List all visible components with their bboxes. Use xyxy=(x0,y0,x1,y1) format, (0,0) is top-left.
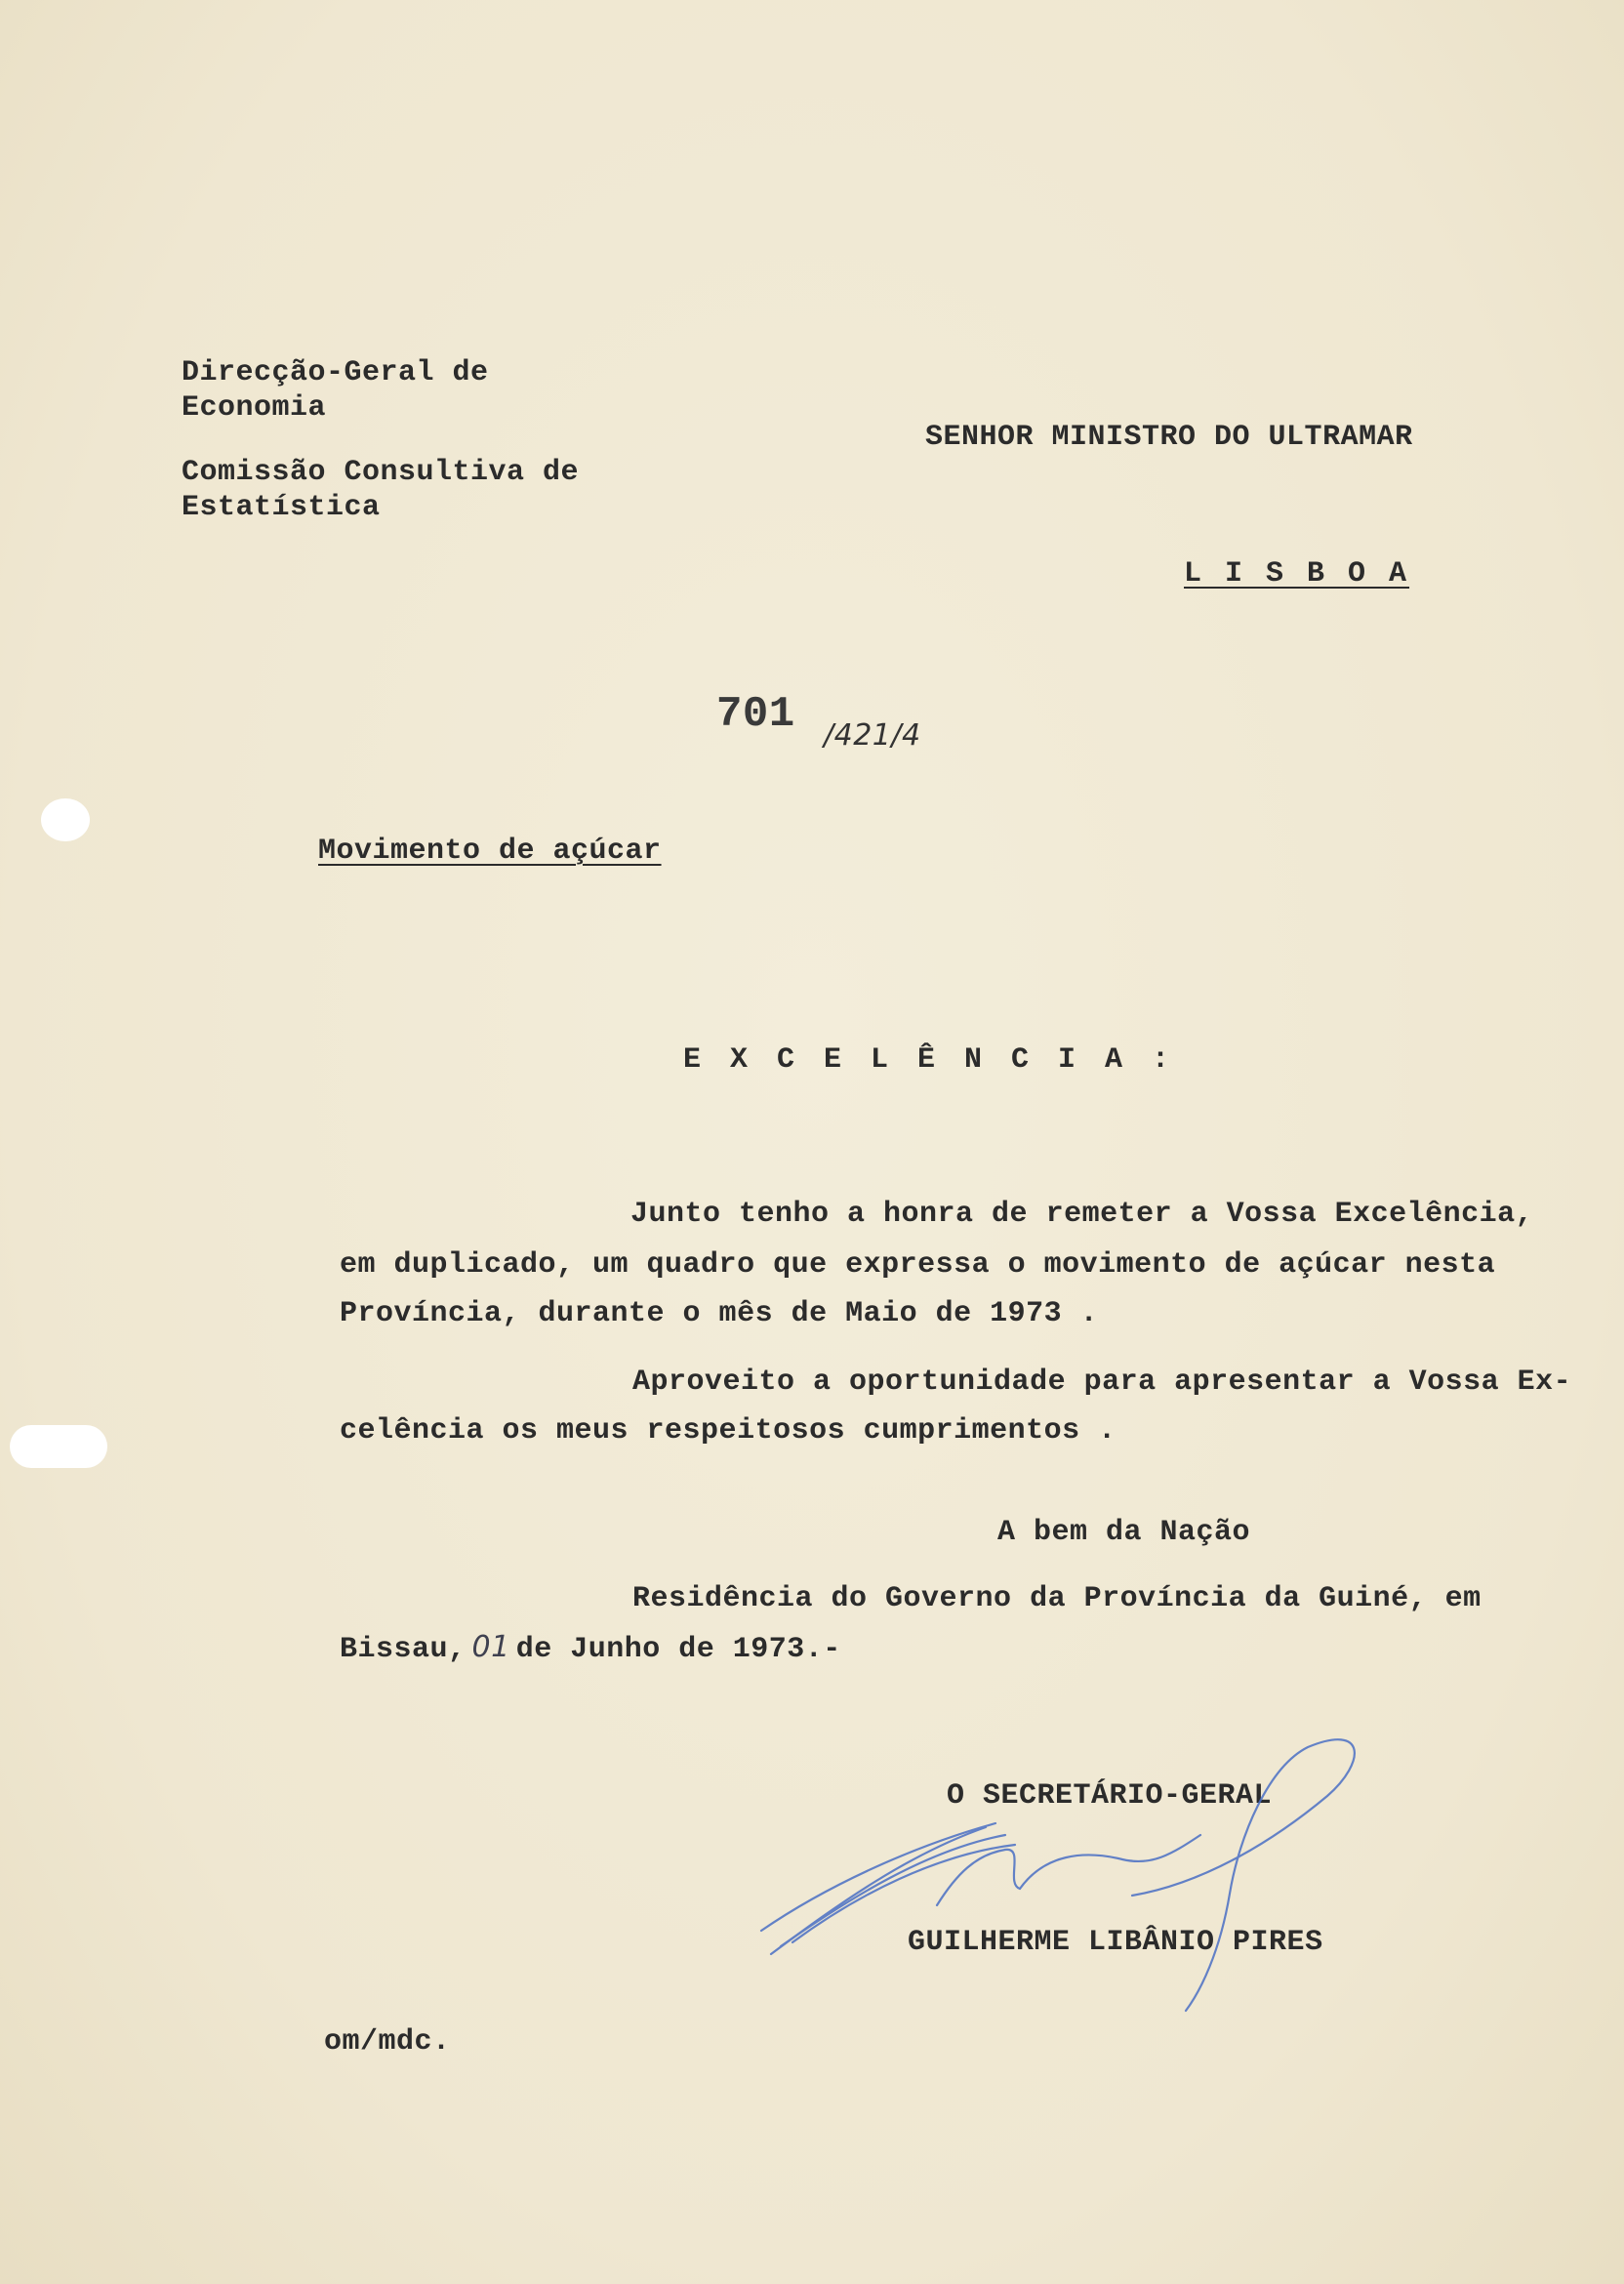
body-paragraph-1-line-3: Província, durante o mês de Maio de 1973 . xyxy=(340,1297,1099,1330)
closing-motto: A bem da Nação xyxy=(997,1516,1251,1549)
handwritten-day: 01 xyxy=(471,1630,510,1664)
sender-line-4: Estatística xyxy=(182,491,381,524)
subject-line: Movimento de açúcar xyxy=(318,835,662,868)
reference-suffix: /421/4 xyxy=(824,718,921,753)
sender-line-2: Economia xyxy=(182,391,327,425)
recipient-title: SENHOR MINISTRO DO ULTRAMAR xyxy=(925,421,1413,454)
closing-place-prefix: Bissau, xyxy=(340,1633,467,1666)
sender-line-3: Comissão Consultiva de xyxy=(182,456,580,489)
body-paragraph-2-line-2: celência os meus respeitosos cumprimentos . xyxy=(340,1414,1116,1448)
sender-line-1: Direcção-Geral de xyxy=(182,356,489,389)
typist-initials: om/mdc. xyxy=(324,2025,451,2059)
recipient-city: L I S B O A xyxy=(1184,557,1410,591)
signatory-role: O SECRETÁRIO-GERAL xyxy=(947,1779,1273,1813)
reference-number: 701 xyxy=(716,690,795,739)
signatory-name: GUILHERME LIBÂNIO PIRES xyxy=(908,1926,1323,1959)
salutation: E X C E L Ê N C I A : xyxy=(683,1043,1176,1077)
body-paragraph-2-line-1: Aproveito a oportunidade para apresentar a Vossa Ex- xyxy=(632,1366,1572,1399)
closing-place-line-1: Residência do Governo da Província da Guiné, em xyxy=(632,1582,1482,1615)
body-paragraph-1-line-2: em duplicado, um quadro que expressa o movimento de açúcar nesta xyxy=(340,1248,1496,1282)
closing-place-rest: de Junho de 1973.- xyxy=(515,1633,841,1666)
body-paragraph-1-line-1: Junto tenho a honra de remeter a Vossa Excelência, xyxy=(630,1198,1534,1231)
